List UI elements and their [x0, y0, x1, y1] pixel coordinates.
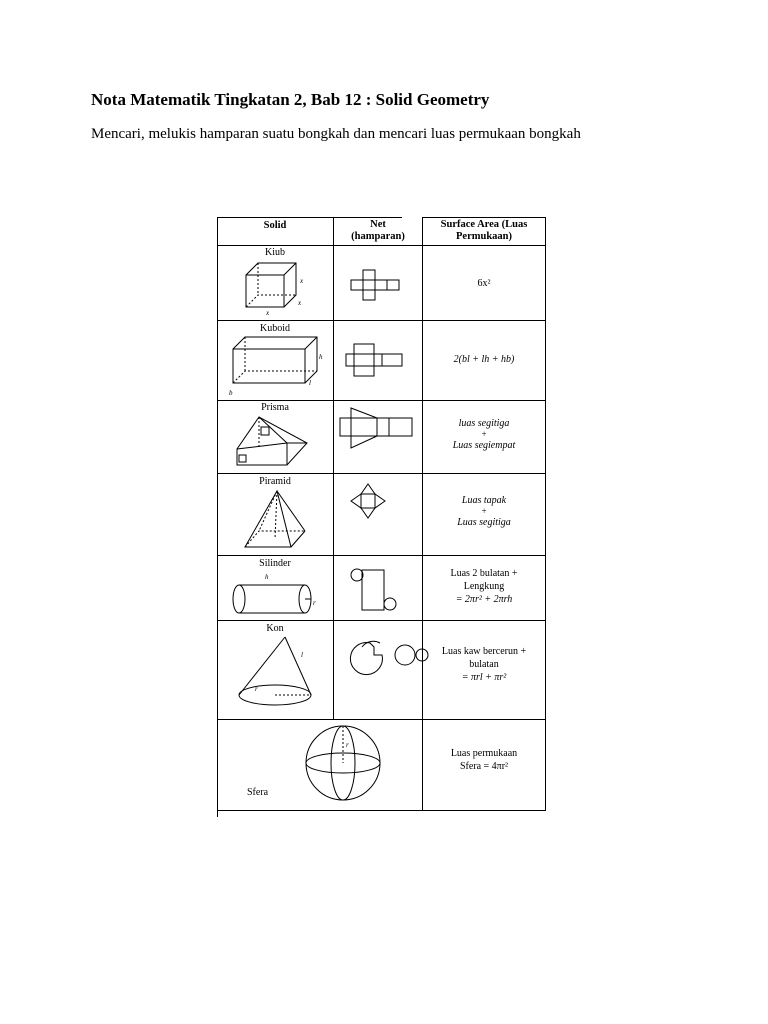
- formula-sfera-line2: Sfera = 4πr²: [459, 761, 509, 772]
- formula-piramid-plus: +: [480, 506, 488, 516]
- cylinder-net: [348, 567, 400, 617]
- table-top-border-right: [423, 217, 546, 218]
- dim-l: l: [301, 651, 303, 659]
- dim-r: r: [346, 741, 349, 749]
- dim-b: b: [229, 389, 233, 397]
- formula-piramid: [423, 494, 545, 529]
- row-label-prisma: Prisma: [261, 402, 289, 413]
- pyramid-net: [350, 483, 386, 519]
- formula-kiub: 6x²: [477, 278, 491, 289]
- row-divider: [217, 473, 546, 474]
- col-divider: [333, 217, 334, 719]
- header-net-line2: (hamparan): [351, 231, 405, 242]
- formula-kon-line3: = πrl + πr²: [461, 672, 507, 683]
- pyramid-figure: [243, 489, 309, 553]
- formula-prisma-line2: Luas segiempat: [452, 440, 516, 451]
- row-label-sfera: Sfera: [247, 787, 269, 798]
- row-label-kuboid: Kuboid: [260, 323, 290, 334]
- sphere-figure: [303, 723, 385, 803]
- formula-prisma-line1: luas segitiga: [458, 418, 510, 429]
- prism-net: [339, 406, 415, 466]
- cube-figure: [242, 257, 312, 319]
- header-area-line2: Permukaan): [456, 231, 512, 242]
- header-surface-area: [423, 219, 545, 243]
- header-net: [334, 219, 422, 243]
- row-divider: [217, 245, 546, 246]
- formula-kuboid: 2(bl + lh + hb): [453, 354, 515, 365]
- row-divider: [217, 719, 546, 720]
- formula-sfera: [423, 747, 545, 773]
- formula-sfera-line1: Luas permukaan: [450, 748, 518, 759]
- row-label-piramid: Piramid: [259, 476, 291, 487]
- cuboid-net: [345, 342, 421, 382]
- formula-silinder-line2: Lengkung: [463, 581, 505, 592]
- formula-piramid-line2: Luas segitiga: [457, 517, 511, 528]
- header-area-line1: Surface Area (Luas: [440, 219, 528, 230]
- row-label-silinder: Silinder: [259, 558, 291, 569]
- cone-figure: [235, 635, 319, 711]
- dim-h: h: [319, 353, 323, 361]
- dim-h: h: [265, 573, 269, 581]
- formula-silinder-line3: = 2πr² + 2πrh: [455, 594, 513, 605]
- formula-prisma: [423, 417, 545, 452]
- dim-l: l: [309, 379, 311, 387]
- row-divider: [217, 620, 546, 621]
- formula-kon: [423, 645, 545, 684]
- row-divider: [217, 555, 546, 556]
- table-bottom-border: [217, 810, 546, 811]
- cuboid-figure: [229, 335, 329, 399]
- dim-x: x: [300, 277, 304, 285]
- dim-r: r: [313, 599, 316, 607]
- formula-silinder: [423, 567, 545, 606]
- dim-x: x: [266, 309, 270, 317]
- col-divider: [545, 217, 546, 810]
- formula-piramid-line1: Luas tapak: [461, 495, 507, 506]
- page-title: Nota Matematik Tingkatan 2, Bab 12 : Solid Geometry: [91, 90, 490, 109]
- dim-x: x: [298, 299, 302, 307]
- header-net-line1: Net: [370, 219, 386, 230]
- header-solid: Solid: [263, 220, 287, 231]
- prism-figure: [233, 415, 313, 469]
- table-top-border: [217, 217, 402, 218]
- solid-geometry-table: [217, 217, 546, 810]
- row-label-kon: Kon: [266, 623, 284, 634]
- cube-net: [350, 272, 400, 302]
- col-divider: [217, 217, 218, 817]
- formula-silinder-line1: Luas 2 bulatan +: [450, 568, 518, 579]
- formula-prisma-plus: +: [480, 429, 488, 439]
- dim-r: r: [255, 685, 258, 693]
- formula-kon-line1: Luas kaw bercerun +: [441, 646, 527, 657]
- row-label-kiub: Kiub: [265, 247, 285, 258]
- page-subtitle: Mencari, melukis hamparan suatu bongkah dan mencari luas permukaan bongkah: [91, 126, 581, 142]
- formula-kon-line2: bulatan: [469, 659, 499, 670]
- row-divider: [217, 400, 546, 401]
- cylinder-figure: [231, 569, 323, 619]
- cone-net: [350, 635, 426, 685]
- row-divider: [217, 320, 546, 321]
